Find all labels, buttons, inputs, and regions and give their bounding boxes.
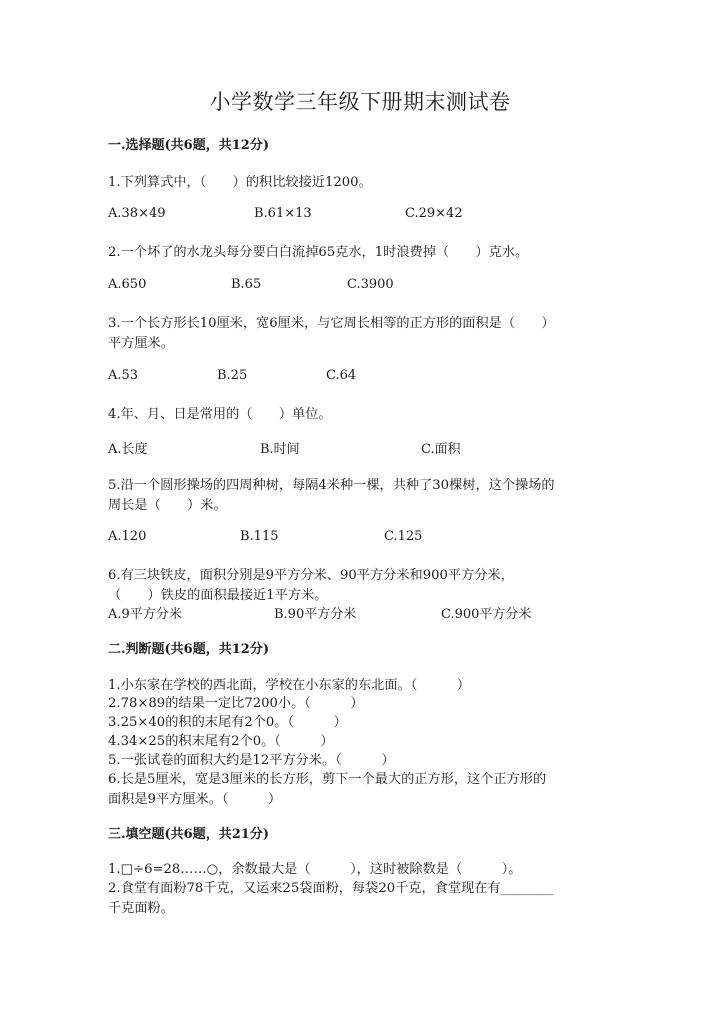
option-b: B.时间 — [260, 442, 300, 457]
option-c: C.面积 — [421, 442, 461, 457]
option-b: B.115 — [240, 529, 279, 544]
list-item-cont: 千克面粉。 — [108, 901, 174, 916]
question-stem: 2.一个坏了的水龙头每分要白白流掉65克水，1时浪费掉（ ）克水。 — [108, 245, 529, 260]
page-title: 小学数学三年级下册期末测试卷 — [209, 90, 511, 114]
list-item: 2.78×89的结果一定比7200小。（ ） — [108, 696, 364, 711]
option-c: C.3900 — [347, 277, 394, 292]
list-item-cont: 面积是9平方厘米。（ ） — [108, 792, 282, 807]
list-item: 3.25×40的积的末尾有2个0。（ ） — [108, 715, 347, 730]
option-c: C.29×42 — [405, 206, 463, 221]
question-stem-cont: 周长是（ ）米。 — [108, 498, 227, 513]
question-stem-cont: （ ）铁皮的面积最接近1平方米。 — [108, 588, 328, 603]
option-c: C.125 — [384, 529, 423, 544]
option-a: A.9平方分米 — [108, 607, 182, 622]
option-a: A.长度 — [108, 442, 148, 457]
question-stem: 6.有三块铁皮，面积分别是9平方分米、90平方分米和900平方分米， — [108, 568, 514, 583]
option-a: A.120 — [108, 529, 147, 544]
option-c: C.64 — [326, 368, 357, 383]
list-item: 6.长是5厘米，宽是3厘米的长方形，剪下一个最大的正方形，这个正方形的 — [108, 772, 547, 787]
section-heading-fill: 三.填空题(共6题，共21分) — [108, 827, 269, 842]
question-stem-cont: 平方厘米。 — [108, 336, 174, 351]
option-b: B.61×13 — [254, 206, 312, 221]
option-b: B.65 — [231, 277, 262, 292]
question-stem: 1.下列算式中，（ ）的积比较接近1200。 — [108, 175, 372, 190]
option-a: A.53 — [108, 368, 139, 383]
option-b: B.90平方分米 — [274, 607, 357, 622]
list-item: 4.34×25的积末尾有2个0。（ ） — [108, 734, 334, 749]
list-item: 5.一张试卷的面积大约是12平方分米。（ ） — [108, 753, 395, 768]
option-b: B.25 — [217, 368, 248, 383]
question-stem: 5.沿一个圆形操场的四周种树，每隔4米种一棵，共种了30棵树，这个操场的 — [108, 478, 555, 493]
option-c: C.900平方分米 — [441, 607, 532, 622]
section-heading-choice: 一.选择题(共6题，共12分) — [108, 138, 269, 153]
question-stem: 4.年、月、日是常用的（ ）单位。 — [108, 407, 332, 422]
question-stem: 3.一个长方形长10厘米，宽6厘米，与它周长相等的正方形的面积是（ ） — [108, 316, 555, 331]
option-a: A.38×49 — [108, 206, 166, 221]
list-item: 1.□÷6=28……○，余数最大是（ ），这时被除数是（ ）。 — [108, 862, 522, 877]
option-a: A.650 — [108, 277, 147, 292]
list-item: 2.食堂有面粉78千克，又运来25袋面粉，每袋20千克，食堂现在有________ — [108, 881, 554, 896]
list-item: 1.小东家在学校的西北面，学校在小东家的东北面。（ ） — [108, 678, 471, 693]
section-heading-judgment: 二.判断题(共6题，共12分) — [108, 642, 269, 657]
